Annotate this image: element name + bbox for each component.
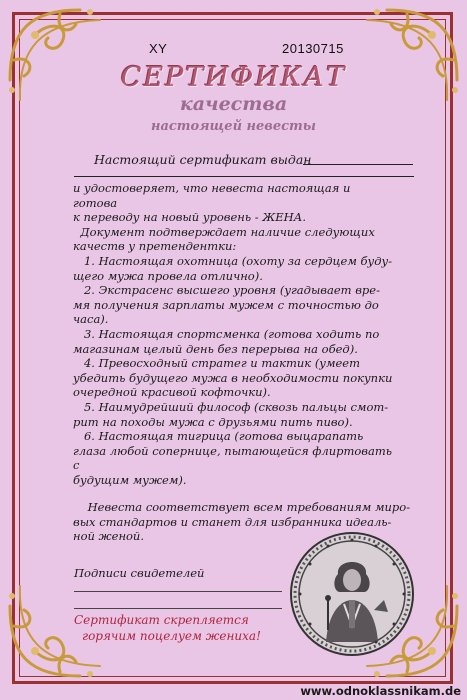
- body-line: часа).: [73, 312, 109, 327]
- body-line: магазинам целый день без перерыва на обед).: [73, 341, 358, 356]
- body-line: качеств у претендентки:: [73, 239, 237, 254]
- closing-line: вых стандартов и станет для избранника идеаль-: [73, 514, 392, 529]
- recipient-name-line-2: [74, 176, 414, 177]
- body-line: 6. Настоящая тигрица (готова выцарапать: [73, 429, 364, 444]
- body-line: рит на походы мужа с друзьями пить пиво).: [73, 414, 353, 429]
- certificate-body: [73, 181, 393, 487]
- recipient-name-line: [303, 164, 413, 165]
- body-line: Документ подтверждает наличие следующих: [73, 224, 375, 239]
- certificate-subtitle: качества: [179, 93, 288, 115]
- body-line: 2. Экстрасенс высшего уровня (угадывает вре-: [73, 283, 380, 298]
- body-line: убедить будущего мужа в необходимости покупки: [73, 370, 393, 385]
- witness-signature-line: [74, 608, 282, 609]
- certificate-title: СЕРТИФИКАТ: [120, 62, 347, 93]
- seal-note-line: горячим поцелуем жениха!: [82, 629, 261, 643]
- body-line: щего мужа провела отлично).: [73, 268, 263, 283]
- issued-to-label: Настоящий сертификат выдан: [94, 152, 312, 167]
- closing-line: ной женой.: [73, 529, 144, 544]
- body-line: будущим мужем).: [73, 472, 187, 487]
- footer-website: www.odnoklassnikam.de: [300, 684, 461, 698]
- header-code-left: XY: [149, 41, 168, 56]
- seal-note-line: Сертификат скрепляется: [74, 613, 249, 627]
- witness-signature-line: [74, 591, 282, 592]
- body-line: мя получения зарплаты мужем с точностью до: [73, 297, 379, 312]
- body-line: 4. Превосходный стратег и тактик (умеет: [73, 356, 361, 371]
- body-line: 1. Настоящая охотница (охоту за сердцем буду-: [73, 253, 393, 268]
- body-line: 5. Наимудрейший философ (сквозь пальцы смот-: [73, 399, 389, 414]
- header-code-right: 20130715: [282, 41, 344, 56]
- closing-line: Невеста соответствует всем требованиям миро-: [73, 500, 411, 514]
- body-line: и удостоверяет, что невеста настоящая и готова: [73, 181, 351, 210]
- seal-note: [60, 612, 300, 644]
- body-line: 3. Настоящая спортсменка (готова ходить по: [73, 326, 380, 341]
- certificate-subtitle-secondary: настоящей невесты: [150, 119, 317, 134]
- body-line: к переводу на новый уровень - ЖЕНА.: [73, 210, 307, 225]
- witness-signatures-label: Подписи свидетелей: [74, 566, 205, 580]
- body-line: глаза любой сопернице, пытающейся флиртовать с: [73, 443, 393, 473]
- medal-seal-icon: [288, 530, 416, 658]
- body-line: очередной красивой кофточки).: [73, 385, 271, 400]
